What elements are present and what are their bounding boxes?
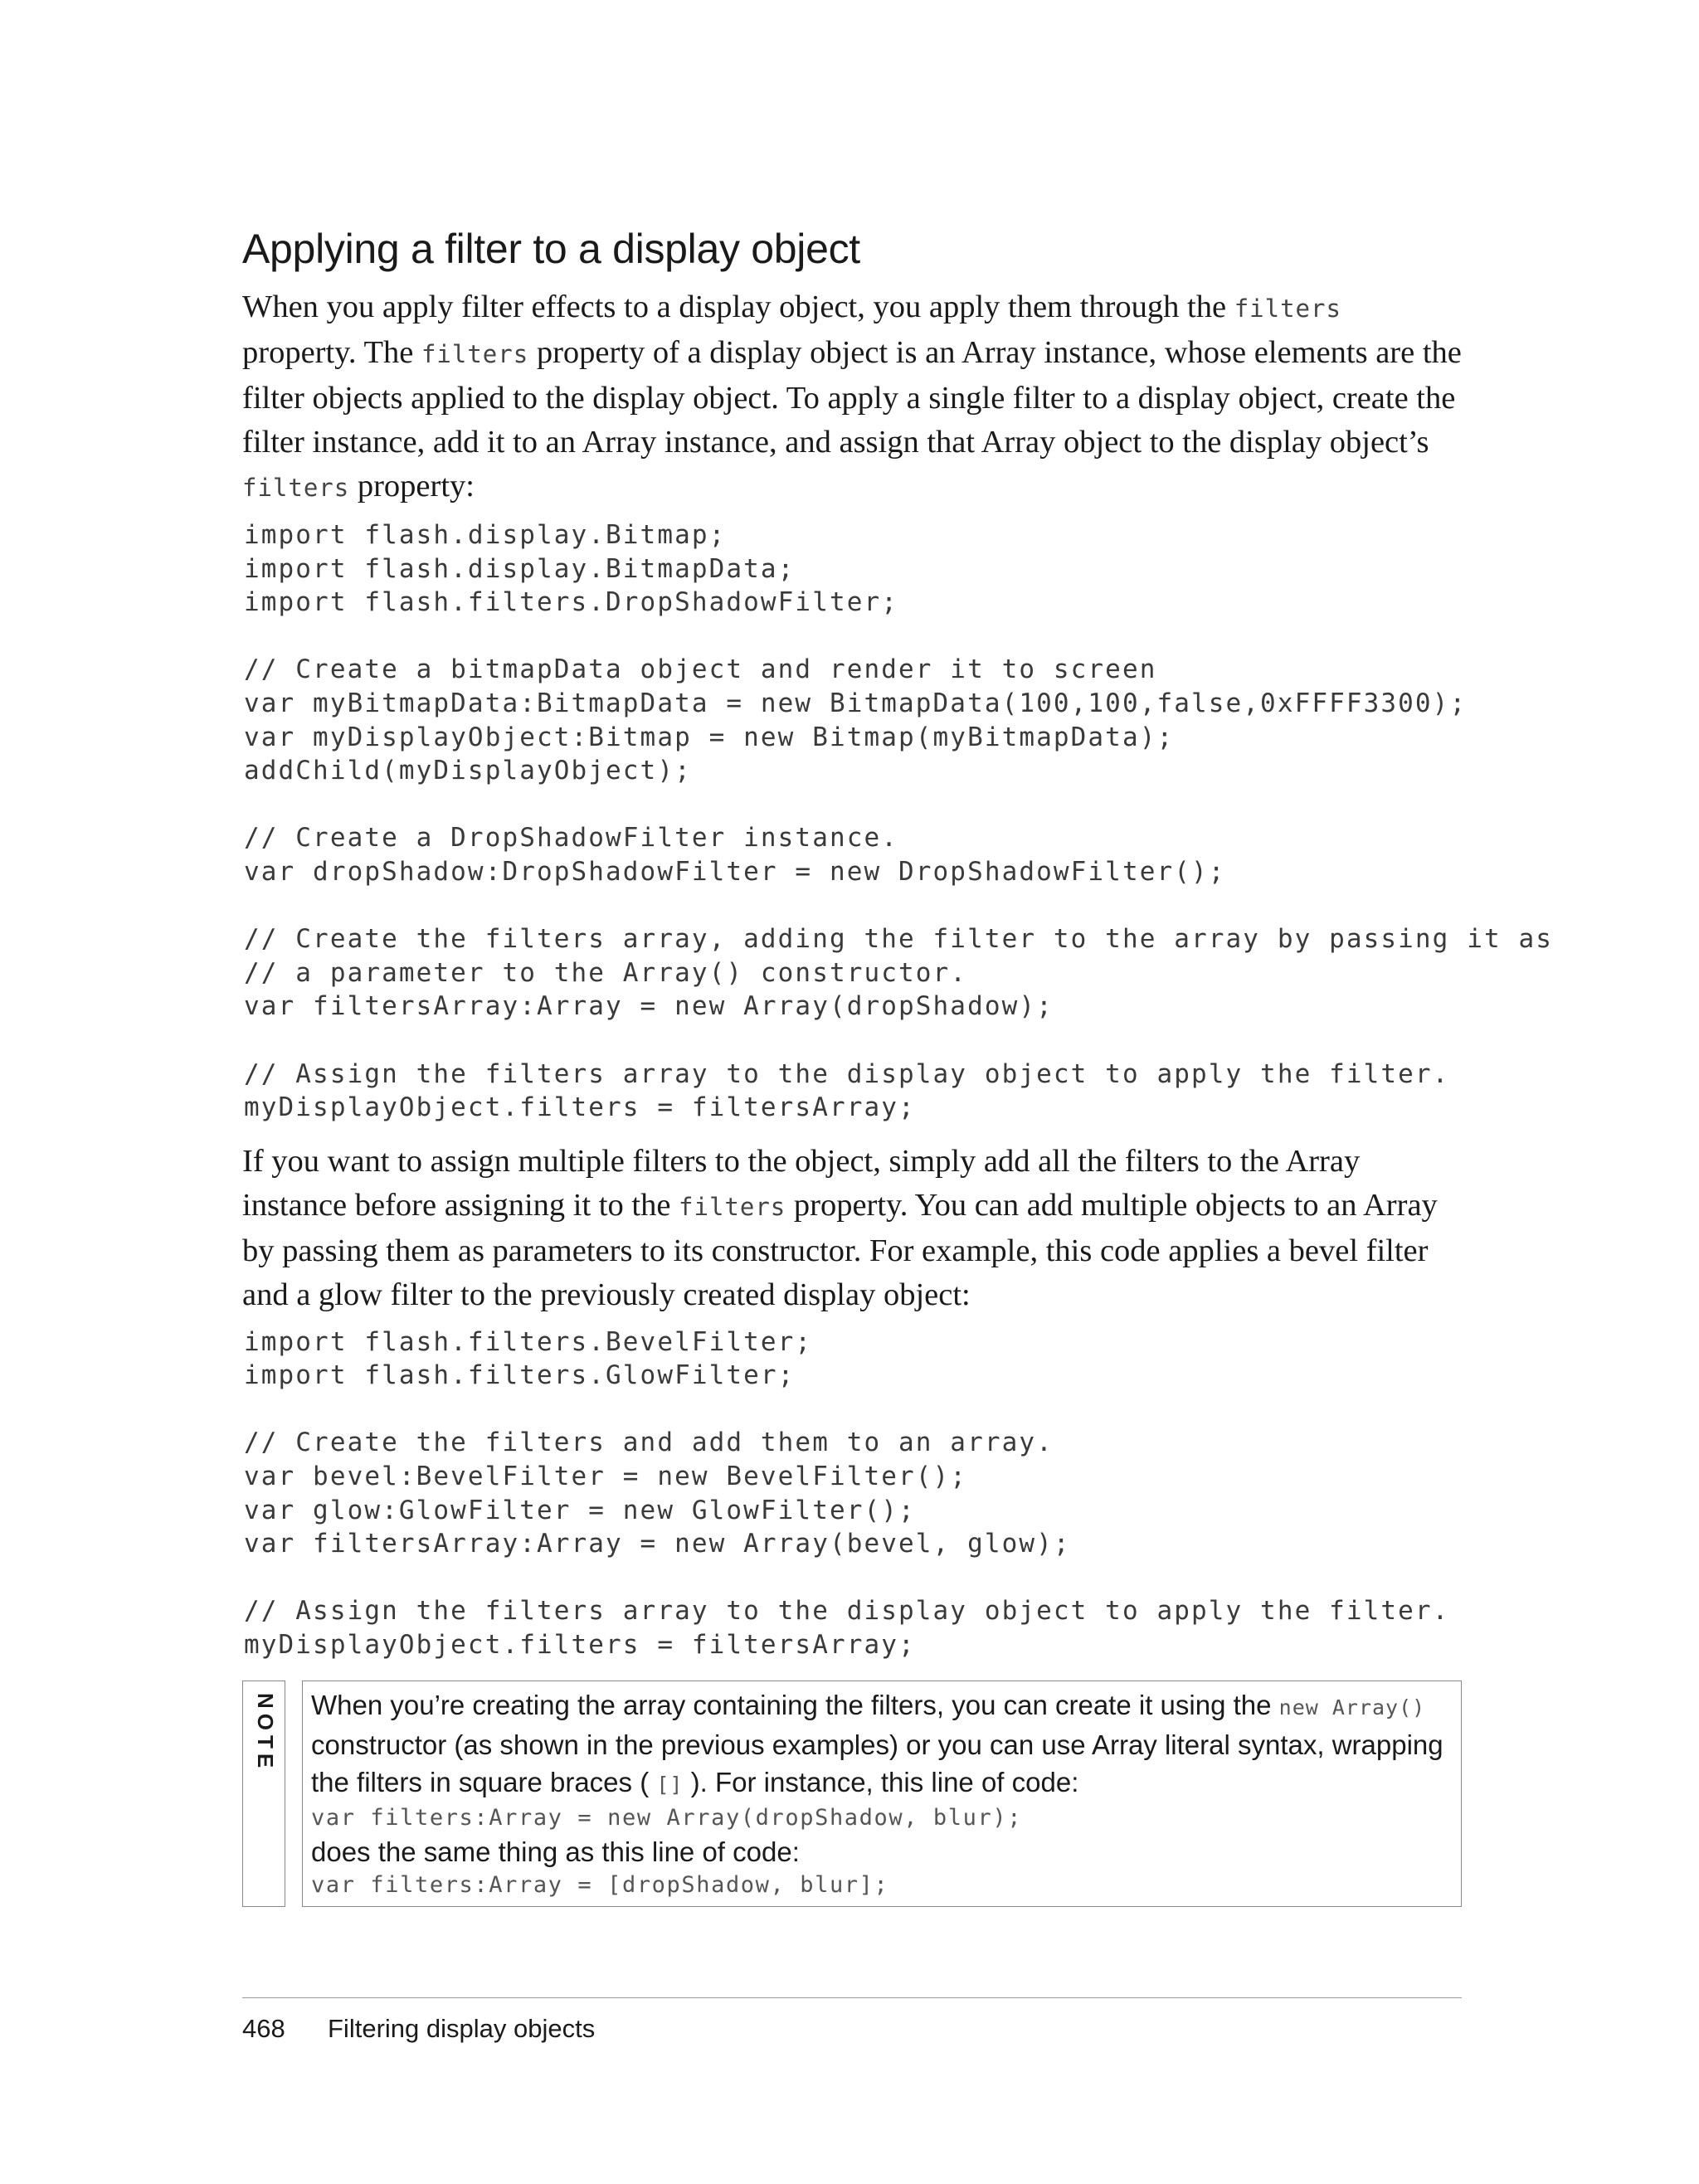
inline-code: filters — [421, 340, 529, 368]
note-tab — [242, 1681, 285, 1907]
code-line: var filtersArray:Array = new Array(bevel, glow); — [244, 1529, 1071, 1559]
section-title: Applying a filter to a display object — [242, 226, 860, 272]
note-text — [311, 1686, 1453, 1803]
code-line: // Create the filters and add them to an array. — [244, 1428, 1054, 1458]
code-line: // Create a bitmapData object and render it to screen — [244, 654, 1157, 685]
code-line — [244, 1393, 1462, 1427]
text-span: property. The — [242, 335, 421, 370]
code-line: var filtersArray:Array = new Array(dropShadow); — [244, 991, 1054, 1022]
code-line: import flash.filters.GlowFilter; — [244, 1360, 796, 1391]
code-line: var myBitmapData:BitmapData = new BitmapData(100,100,false,0xFFFF3300); — [244, 688, 1468, 718]
code-line: myDisplayObject.filters = filtersArray; — [244, 1092, 916, 1123]
code-line: import flash.display.Bitmap; — [244, 520, 727, 550]
code-line — [244, 788, 1462, 822]
inline-code: filters — [1234, 294, 1341, 323]
page-number: 468 — [242, 2014, 285, 2043]
note-callout — [242, 1681, 1462, 1909]
code-line: // Create a DropShadowFilter instance. — [244, 823, 899, 854]
note-code-line: var filters:Array = new Array(dropShadow, blur); — [311, 1804, 1023, 1831]
code-line — [244, 1024, 1462, 1058]
intro-paragraph — [242, 285, 1462, 510]
code-line — [244, 1561, 1462, 1595]
text-span: property. You can add multiple objects to an Array by passing them as parameters to its constructor. For example, this code applies a bevel filter and a glow filter to the previously created display object: — [242, 1187, 1438, 1312]
code-line: import flash.filters.BevelFilter; — [244, 1326, 813, 1357]
code-line — [244, 620, 1462, 654]
code-line — [244, 889, 1462, 923]
multiple-filters-paragraph — [242, 1140, 1462, 1317]
code-line: var bevel:BevelFilter = new BevelFilter(); — [244, 1462, 968, 1492]
code-line: // Create the filters array, adding the filter to the array by passing it as — [244, 924, 1554, 955]
code-line: var myDisplayObject:Bitmap = new Bitmap(myBitmapData); — [244, 722, 1175, 752]
page-content — [242, 224, 1554, 1909]
code-block-multiple-filters — [244, 1325, 1462, 1662]
inline-code: [] — [656, 1772, 684, 1797]
page-footer — [242, 2014, 595, 2044]
code-line: // Assign the filters array to the display object to apply the filter. — [244, 1596, 1450, 1627]
code-block-single-filter — [244, 518, 1554, 1125]
code-line: import flash.filters.DropShadowFilter; — [244, 587, 899, 618]
code-line: // a parameter to the Array() constructor. — [244, 957, 968, 988]
code-line: // Assign the filters array to the display object to apply the filter. — [244, 1058, 1450, 1089]
note-text: does the same thing as this line of code: — [311, 1836, 800, 1867]
inline-code: filters — [242, 474, 350, 502]
code-line: myDisplayObject.filters = filtersArray; — [244, 1630, 916, 1661]
footer-divider — [242, 1997, 1462, 1998]
code-line: addChild(myDisplayObject); — [244, 756, 692, 786]
text-span: ). For instance, this line of code: — [683, 1766, 1079, 1797]
chapter-title: Filtering display objects — [328, 2014, 596, 2043]
note-code-line: var filters:Array = [dropShadow, blur]; — [311, 1871, 889, 1898]
code-line: import flash.display.BitmapData; — [244, 553, 796, 584]
text-span: property: — [349, 469, 475, 503]
code-line: var glow:GlowFilter = new GlowFilter(); — [244, 1495, 916, 1525]
inline-code: new Array() — [1278, 1695, 1426, 1719]
text-span: When you’re creating the array containing the filters, you can create it using the — [311, 1689, 1279, 1720]
code-line: var dropShadow:DropShadowFilter = new DropShadowFilter(); — [244, 856, 1226, 887]
text-span: property of a display object is an Array instance, whose elements are the filter objects applied to the display object. To apply a single filter to a display object, create the filter instance, add it to an Array instance, and assign that Array object to the display object’s — [242, 335, 1462, 460]
inline-code: filters — [679, 1192, 786, 1221]
note-box — [302, 1681, 1462, 1907]
text-span: When you apply filter effects to a display object, you apply them through the — [242, 289, 1234, 324]
note-label: NOTE — [253, 1692, 278, 1773]
text-span: constructor (as shown in the previous examples) or you can use Array literal syntax, wrapping the filters in square braces ( — [311, 1729, 1443, 1797]
text-span: If you want to assign multiple filters to the object, simply add all the filters to the Array instance before assigning it to the — [242, 1143, 1361, 1223]
